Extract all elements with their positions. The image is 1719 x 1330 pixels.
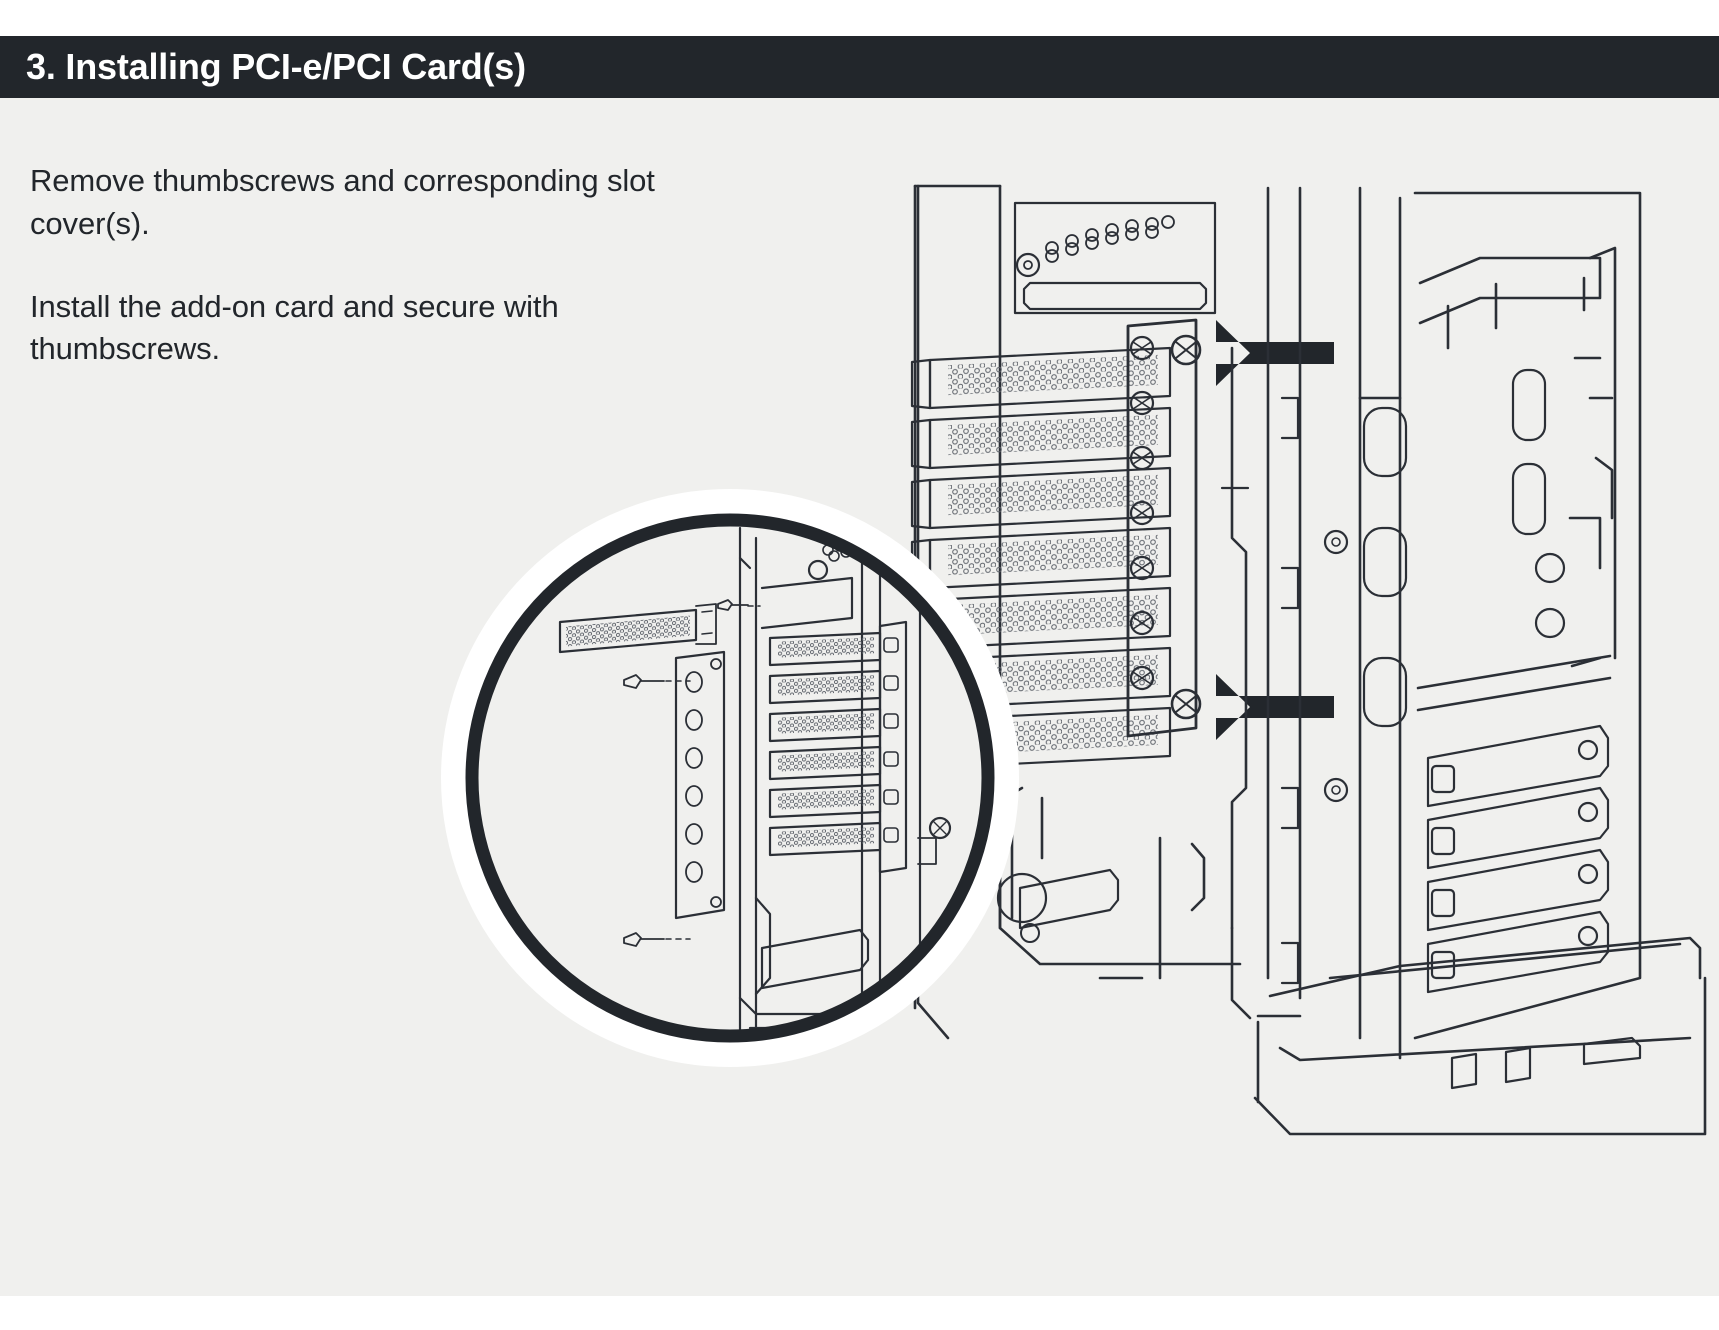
detail-callout-circle (454, 502, 1006, 1058)
page-bottom-margin (0, 1296, 1719, 1330)
section-header-bar (0, 36, 1719, 98)
page-title: 3. Installing PCI-e/PCI Card(s) (26, 46, 526, 87)
instruction-paragraph-2: Install the add-on card and secure with thumbscrews. (30, 288, 559, 367)
arrow-bottom (1216, 674, 1334, 740)
illustration-pc-chassis (0, 98, 1719, 1248)
instruction-paragraph-1: Remove thumbscrews and corresponding slot cover(s). (30, 163, 655, 241)
chassis-outline (912, 186, 1705, 1134)
arrow-top (1216, 320, 1334, 386)
page-top-margin (0, 0, 1719, 36)
